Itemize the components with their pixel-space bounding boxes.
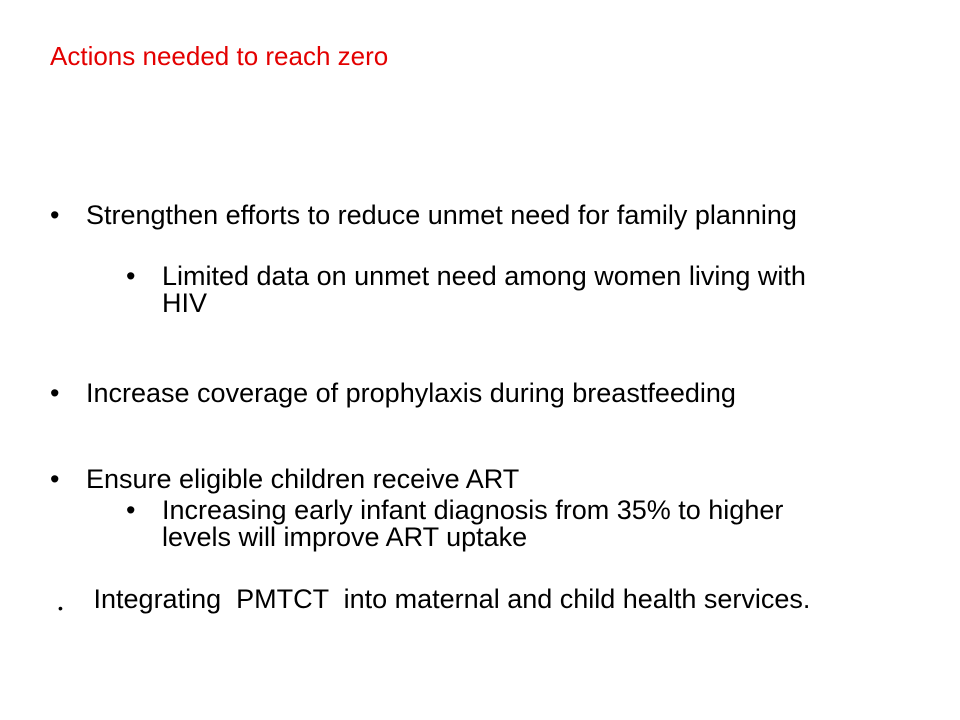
bullet-item [50,202,850,229]
bullet-icon: • [50,378,60,408]
bullet-text: Increase coverage of prophylaxis during breastfeeding [86,378,736,408]
bullet-icon: • [58,600,63,616]
bullet-text: Increasing early infant diagnosis from 35% to higher levels will improve ART uptake [162,495,784,552]
bullet-text: Ensure eligible children receive ART [86,464,520,494]
bullet-icon: • [50,200,60,230]
bullet-item [50,584,850,616]
bullet-text: Limited data on unmet need among women living with HIV [162,261,806,318]
bullet-text: Strengthen efforts to reduce unmet need for family planning [86,200,797,230]
bullet-icon: • [126,261,136,291]
bullet-item [50,380,850,407]
sub-bullet-item [126,497,846,551]
sub-bullet-item [126,263,846,317]
bullet-text: Integrating PMTCT into maternal and child health services. [86,584,811,614]
slide-title: Actions needed to reach zero [50,41,389,71]
bullet-item [50,466,850,493]
bullet-icon: • [126,495,136,525]
bullet-icon: • [50,464,60,494]
